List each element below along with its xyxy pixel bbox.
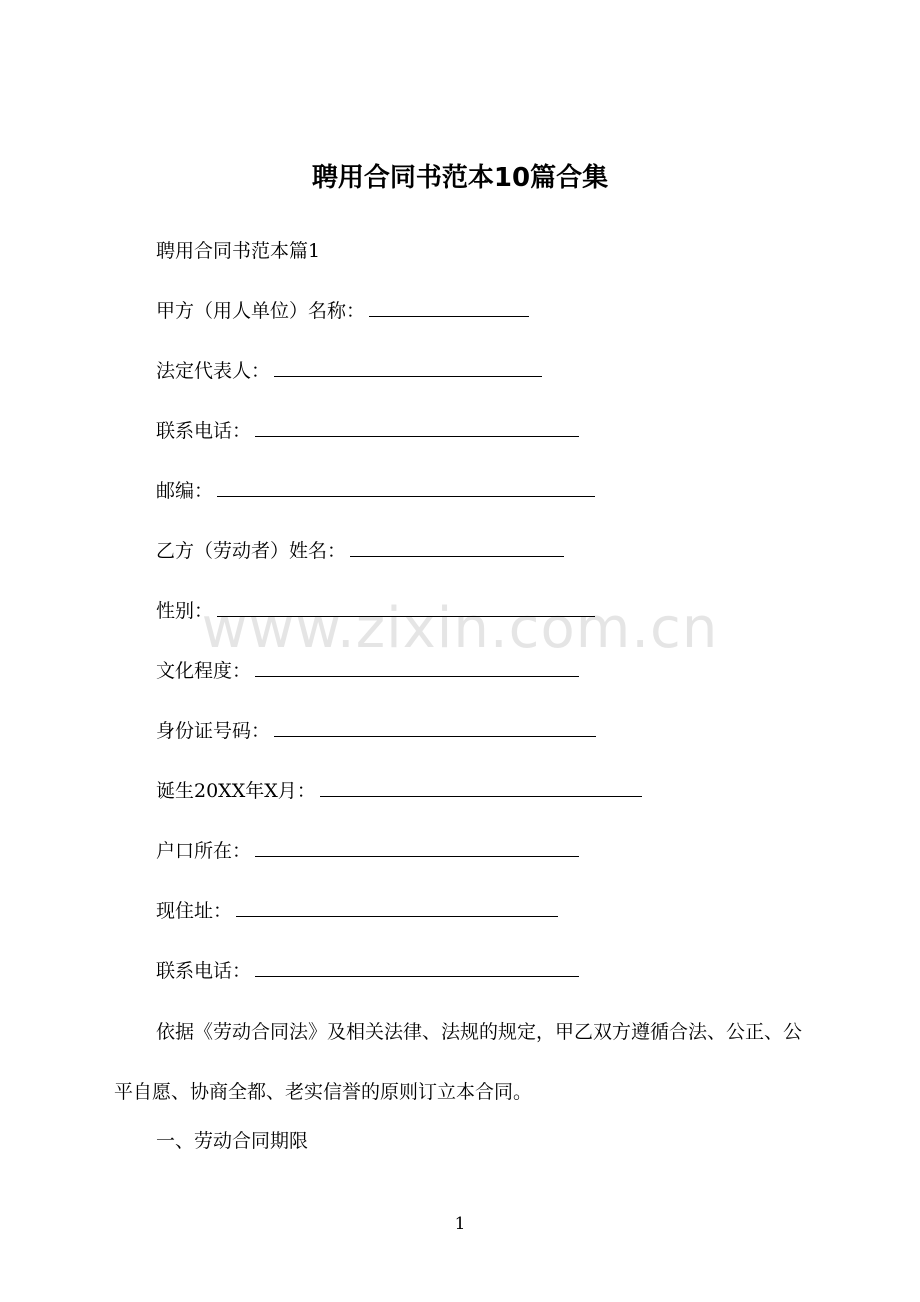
body-paragraph: 依据《劳动合同法》及相关法律、法规的规定，甲乙双方遵循合法、公正、公平自愿、协商全都、老实信誉的原则订立本合同。 [114, 1021, 803, 1103]
field-label: 现住址： [156, 900, 233, 922]
field-label: 乙方（劳动者）姓名： [156, 540, 347, 562]
field-postcode [156, 476, 595, 506]
field-label: 身份证号码： [156, 720, 271, 742]
field-label: 性别： [156, 600, 214, 622]
fill-in-blank [255, 956, 579, 977]
fill-in-blank [274, 716, 596, 737]
field-label: 文化程度： [156, 660, 252, 682]
section-heading: 聘用合同书范本篇1 [156, 240, 321, 262]
field-employee-name [156, 536, 564, 566]
fill-in-blank [350, 536, 564, 557]
field-employee-phone [156, 956, 579, 986]
field-label: 联系电话： [156, 960, 252, 982]
fill-in-blank [217, 476, 595, 497]
field-employer-phone [156, 416, 579, 446]
field-employer-name [156, 296, 529, 326]
document-title: 聘用合同书范本10篇合集 [311, 163, 609, 193]
field-legal-representative [156, 356, 542, 386]
field-label: 联系电话： [156, 420, 252, 442]
fill-in-blank [236, 896, 558, 917]
page-number: 1 [454, 1214, 466, 1234]
fill-in-blank [274, 356, 542, 377]
field-label: 户口所在： [156, 840, 252, 862]
clause-heading: 一、劳动合同期限 [156, 1130, 309, 1152]
field-current-address [156, 896, 558, 926]
fill-in-blank [320, 776, 642, 797]
field-id-number [156, 716, 596, 746]
field-label: 甲方（用人单位）名称： [156, 300, 366, 322]
field-label: 诞生20XX年X月： [156, 780, 316, 802]
fill-in-blank [369, 296, 529, 317]
field-label: 邮编： [156, 480, 214, 502]
fill-in-blank [255, 836, 579, 857]
field-label: 法定代表人： [156, 360, 271, 382]
field-birth-date [156, 776, 642, 806]
fill-in-blank [255, 416, 579, 437]
watermark: www.zixin.com.cn [201, 596, 719, 661]
field-household-registration [156, 836, 579, 866]
